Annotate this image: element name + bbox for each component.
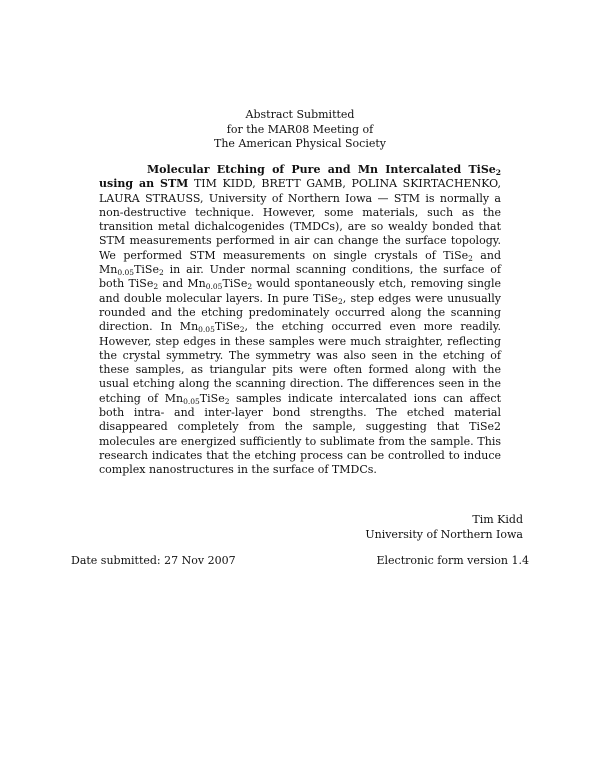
abstract-text: TiSe [214,320,240,334]
title-text-end: using an STM [99,177,189,191]
abstract-text: TiSe [199,391,225,405]
subscript: 2 [468,253,473,263]
header-line-2: for the MAR08 Meeting of [226,122,374,136]
subscript: 0.05 [198,325,215,335]
header-line-1: Abstract Submitted [245,108,355,121]
subscript: 2 [337,296,343,306]
author-list: TIM KIDD, BRETT GAMB, POLINA SKIRTACHENKO, LAURA STRAUSS, University of Northern Iowa [99,177,501,205]
subscript: 2 [239,325,245,335]
form-version: Electronic form version 1.4 [376,554,529,567]
subscript: 2 [247,282,253,292]
abstract-text: and Mn [99,248,501,277]
subscript: 2 [153,282,159,292]
date-submitted: Date submitted: 27 Nov 2007 [71,554,236,567]
abstract-text: would spontaneously etch, removing single and double molecular layers. In pure TiSe [99,277,501,305]
abstract-body [99,163,501,478]
header-line-3: The American Physical Society [214,137,386,150]
subscript: 2 [224,396,230,406]
signature-affiliation: University of Northern Iowa [365,528,523,541]
abstract-text: and Mn [158,277,206,291]
subscript: 0.05 [117,268,135,278]
abstract-text: TiSe [134,263,159,277]
subscript: 2 [158,268,164,278]
abstract-text: samples indicate intercalated ions can affect both intra- and inter-layer bond strengths. The etched material disappeared completely from the sample, suggesting that TiSe2 molecules are energized sufficiently to sublimate from the sample. This research indicates that the etching process can be controlled to induce complex nanostructures in the surface of TMDCs. [99,391,501,477]
abstract-text: , step edges were unusually rounded and the etching predominately occurred along the scanning direction. In Mn [99,291,501,334]
title-text: Molecular Etching of Pure and Mn Intercalated TiSe [147,163,496,176]
author-separator: — [372,191,394,205]
signature-block [365,512,523,542]
signature-name: Tim Kidd [472,513,523,526]
title-subscript: 2 [495,168,501,177]
submission-header [0,108,600,152]
abstract-text: in air. Under normal scanning conditions, the surface of both TiSe [99,263,501,291]
subscript: 0.05 [205,282,223,292]
abstract-text: TiSe [222,277,248,291]
abstract-text: , the etching occurred even more readily. However, step edges in these samples were much straighter, reflecting the crystal symmetry. The symmetry was also seen in the etching of these samples, as triangular pits were often formed along with the usual etching along the scanning direction. The differences seen in the etching of Mn [99,320,501,405]
subscript: 0.05 [183,396,200,406]
abstract-text: STM is normally a non-destructive technique. However, some materials, such as the transition metal dichalcogenides (TMDCs), are so wealdy bonded that STM measurements performed in air can change the surface topology. We performed STM measurements on single crystals of TiSe [99,191,501,262]
